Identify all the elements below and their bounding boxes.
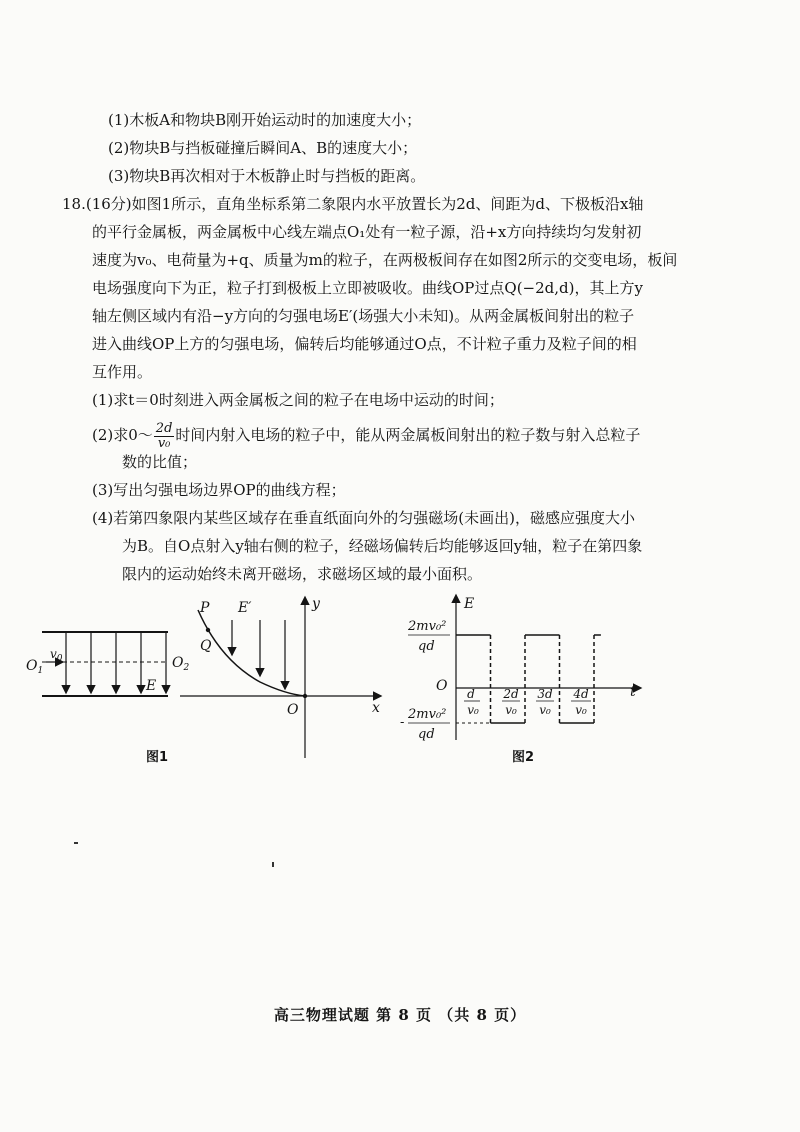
tick-label-4-num: 4d [573,687,589,701]
q18-sub-1: (1)求t＝0时刻进入两金属板之间的粒子在电场中运动的时间； [92,391,504,409]
tick-label-3-num: 3d [537,687,553,701]
tick-label-1-num: d [467,687,475,701]
scan-speck [74,842,78,844]
sub2-prefix: (2)求0～ [92,426,153,444]
e-label: E [146,678,157,694]
q18-sub-2 [92,420,640,451]
q18-sub-4-line-1: (4)若第四象限内某些区域存在垂直纸面向外的匀强磁场(未画出)，磁感应强度大小 [92,509,635,527]
o1-label: $O_1$ [26,658,44,676]
neg-level-num: 2mv₀² [408,707,447,722]
scan-speck [272,862,274,867]
q18-sub-4-line-3: 限内的运动始终未离开磁场，求磁场区域的最小面积。 [122,565,483,583]
q18-line-1: 18.(16分)如图1所示，直角坐标系第二象限内水平放置长为2d、间距为d、下极板沿x轴 [62,195,644,213]
tick-label-2-num: 2d [503,687,519,701]
fig2-origin: O [436,678,448,694]
t-tick-labels [464,687,591,717]
page-footer: 高三物理试题 第 8 页 （共 8 页） [273,1006,527,1024]
q-label: Q [200,638,212,654]
v0-label: $v_0$ [50,647,63,664]
point-q [206,628,210,632]
q18-line-7: 互作用。 [92,363,153,381]
q18-line-4: 电场强度向下为正，粒子打到极板上立即被吸收。曲线OP过点Q(−2d,d)，其上方y [92,279,643,297]
figure-2-caption: 图2 [512,750,535,765]
q18-line-6: 进入曲线OP上方的匀强电场，偏转后均能够通过O点，不计粒子重力及粒子间的相 [92,335,637,353]
prev-question-2: (2)物块B与挡板碰撞后瞬间A、B的速度大小； [108,139,418,157]
tick-label-4-den: v₀ [575,703,587,717]
prev-question-1: (1)木板A和物块B刚开始运动时的加速度大小； [108,111,422,129]
e-prime-label: E′ [238,600,252,616]
e-axis-label: E [464,596,475,612]
y-axis-label: y [312,596,320,612]
x-axis-label: x [372,700,380,716]
pos-level-num: 2mv₀² [408,619,447,634]
tick-label-3-den: v₀ [539,703,551,717]
q18-sub-3: (3)写出匀强电场边界OP的曲线方程； [92,481,346,499]
prev-question-3: (3)物块B再次相对于木板静止时与挡板的距离。 [108,167,426,185]
sub2-frac-num: 2d [155,420,173,436]
curve-op [198,610,305,696]
o2-label: $O_2$ [172,655,190,673]
q18-sub-4-line-2: 为B。自O点射入y轴右侧的粒子，经磁场偏转后均能够返回y轴，粒子在第四象 [122,537,643,555]
figure-1-caption: 图1 [146,750,169,765]
sub2-suffix: 时间内射入电场的粒子中，能从两金属板间射出的粒子数与射入总粒子 [175,426,641,444]
t-axis-label: t [630,684,636,700]
tick-label-2-den: v₀ [505,703,517,717]
neg-level-den: qd [418,727,435,742]
figure-1 [20,590,400,760]
figure-2 [400,590,660,750]
sub2-fraction [154,422,175,451]
sub2-frac-den: v₀ [157,435,171,451]
origin-label: O [287,702,299,718]
q18-line-3: 速度为v₀、电荷量为+q、质量为m的粒子，在两极板间存在如图2所示的交变电场，板间 [92,251,678,269]
q18-line-2: 的平行金属板，两金属板中心线左端点O₁处有一粒子源，沿+x方向持续均匀发射初 [92,223,642,241]
pos-level-den: qd [418,639,435,654]
tick-label-1-den: v₀ [467,703,479,717]
q18-sub-2-cont: 数的比值； [122,453,198,471]
q18-line-5: 轴左侧区域内有沿−y方向的匀强电场E′(场强大小未知)。从两金属板间射出的粒子 [92,307,635,325]
p-label: P [200,600,210,616]
neg-sign: - [400,715,405,730]
e-prime-arrows [232,620,285,688]
